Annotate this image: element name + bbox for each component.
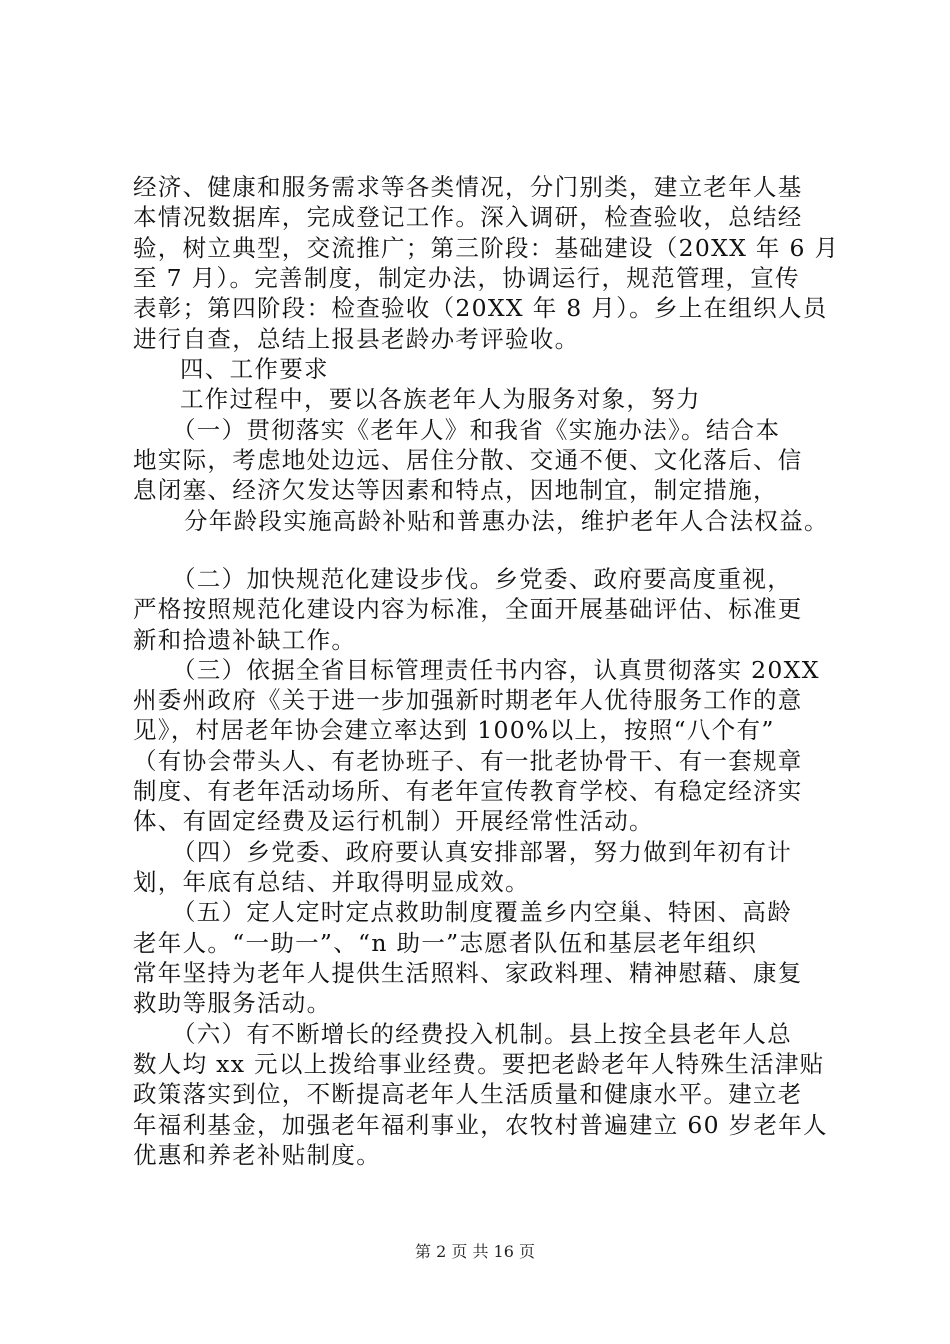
text-line: （有协会带头人、有老协班子、有一批老协骨干、有一套规章: [133, 747, 803, 775]
text-line: 至 7 月）。完善制度，制定办法，协调运行，规范管理，宣传: [133, 264, 800, 292]
text-line: 年福利基金，加强老年福利事业，农牧村普遍建立 60 岁老年人: [133, 1111, 828, 1139]
text-line: 进行自查，总结上报县老龄办考评验收。: [133, 325, 580, 353]
text-line: （三）依据全省目标管理责任书内容，认真贯彻落实 20XX: [172, 656, 820, 684]
text-line: 分年龄段实施高龄补贴和普惠办法，维护老年人合法权益。: [184, 507, 829, 535]
text-line: （四）乡党委、政府要认真安排部署，努力做到年初有计: [172, 838, 792, 866]
text-line: 制度、有老年活动场所、有老年宣传教育学校、有稳定经济实: [133, 777, 803, 805]
text-line: 验，树立典型，交流推广；第三阶段：基础建设（20XX 年 6 月: [133, 234, 840, 262]
text-line: 优惠和养老补贴制度。: [133, 1141, 381, 1169]
text-line: 地实际，考虑地处边远、居住分散、交通不便、文化落后、信: [133, 446, 803, 474]
text-line: 见》，村居老年协会建立率达到 100%以上，按照“八个有”: [133, 716, 775, 744]
text-line: 数人均 xx 元以上拨给事业经费。要把老龄老年人特殊生活津贴: [133, 1050, 825, 1078]
text-line: 严格按照规范化建设内容为标准，全面开展基础评估、标准更: [133, 595, 803, 623]
text-line: 常年坚持为老年人提供生活照料、家政料理、精神慰藉、康复: [133, 959, 803, 987]
text-line: （二）加快规范化建设步伐。乡党委、政府要高度重视，: [172, 565, 792, 593]
text-line: 息闭塞、经济欠发达等因素和特点，因地制宜，制定措施，: [133, 476, 778, 504]
text-line: （一）贯彻落实《老年人》和我省《实施办法》。结合本: [172, 416, 781, 444]
text-line: 体、有固定经费及运行机制）开展经常性活动。: [133, 807, 654, 835]
text-line: 老年人。“一助一”、“n 助一”志愿者队伍和基层老年组织: [133, 929, 758, 957]
text-line: 州委州政府《关于进一步加强新时期老年人优待服务工作的意: [133, 686, 803, 714]
section-heading: 四、工作要求: [180, 355, 329, 383]
text-line: 表彰；第四阶段：检查验收（20XX 年 8 月）。乡上在组织人员: [133, 294, 828, 322]
text-line: （六）有不断增长的经费投入机制。县上按全县老年人总: [172, 1020, 792, 1048]
text-line: （五）定人定时定点救助制度覆盖乡内空巢、特困、高龄: [172, 898, 792, 926]
text-line: 本情况数据库，完成登记工作。深入调研，检查验收，总结经: [133, 203, 803, 231]
text-line: 工作过程中，要以各族老年人为服务对象，努力: [180, 385, 701, 413]
text-line: 划，年底有总结、并取得明显成效。: [133, 868, 530, 896]
text-line: 经济、健康和服务需求等各类情况，分门别类，建立老年人基: [133, 173, 803, 201]
page-number-footer: 第 2 页 共 16 页: [415, 1242, 535, 1261]
text-line: 政策落实到位，不断提高老年人生活质量和健康水平。建立老: [133, 1080, 803, 1108]
text-line: 新和拾遗补缺工作。: [133, 626, 357, 654]
text-line: 救助等服务活动。: [133, 989, 332, 1017]
